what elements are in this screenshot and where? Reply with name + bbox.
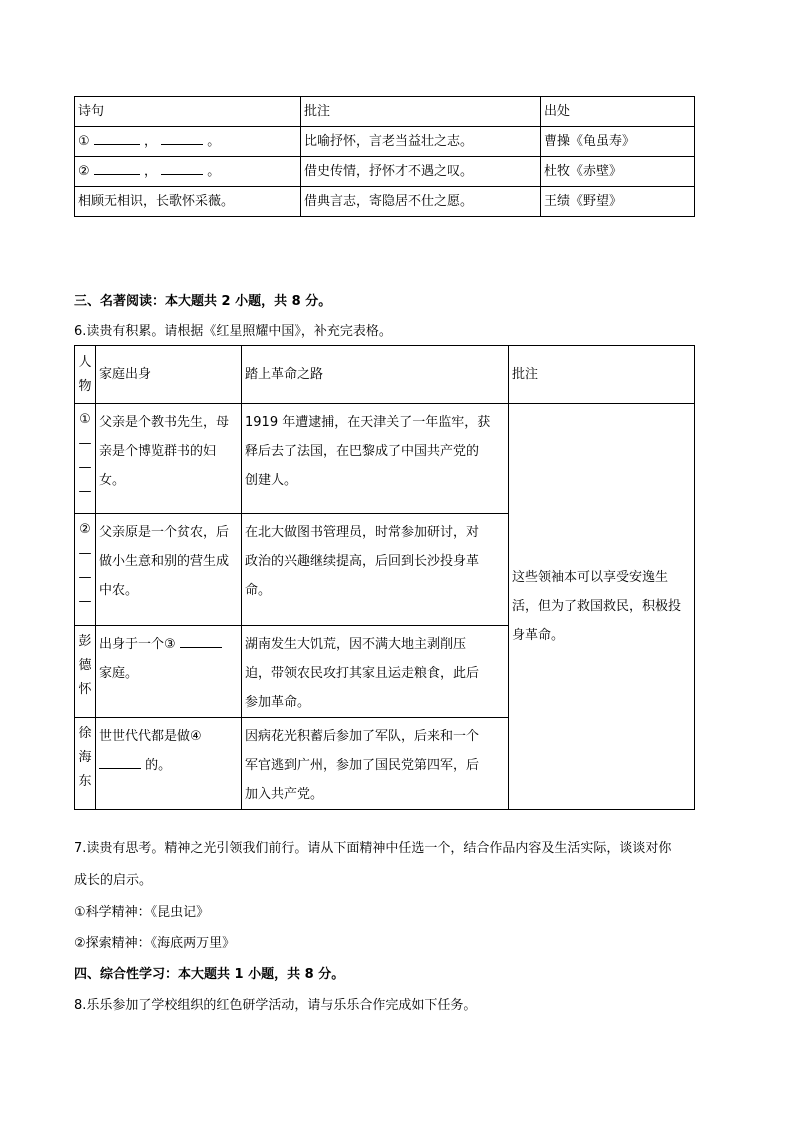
path-cell [242, 718, 509, 810]
figure-table [74, 345, 695, 810]
text-line: 父亲原是一个贫农，后 [99, 525, 230, 540]
family-cell [96, 404, 242, 514]
section-4-heading: 四、综合性学习：本大题共 1 小题，共 8 分。 [74, 967, 345, 982]
path-cell [242, 626, 509, 718]
answer-blank[interactable] [94, 131, 140, 145]
family-cell [96, 626, 242, 718]
text-line: 加入共产党。 [245, 787, 324, 802]
question-7-line-2: 成长的启示。 [74, 873, 153, 888]
text-line: 世世代代都是做④ [99, 729, 202, 744]
text-line: 1919 年遭逮捕，在天津关了一年监牢，获 [245, 415, 491, 430]
punctuation: ， [143, 164, 157, 179]
table-row [75, 157, 695, 187]
table-header-row [75, 97, 695, 127]
name-char: 怀 [78, 682, 92, 697]
header-cell [75, 346, 96, 404]
poem-blank-cell [75, 127, 301, 157]
table-row [75, 127, 695, 157]
text-line: 中农。 [99, 583, 139, 598]
text-line: 女。 [99, 473, 126, 488]
text-line: 身革命。 [512, 628, 565, 643]
answer-dash[interactable]: — [78, 460, 92, 475]
question-8: 8.乐乐参加了学校组织的红色研学活动，请与乐乐合作完成如下任务。 [74, 998, 477, 1013]
answer-dash[interactable]: — [78, 594, 92, 609]
answer-dash[interactable]: — [78, 484, 92, 499]
answer-blank[interactable] [180, 634, 222, 648]
text-line: 命。 [245, 583, 272, 598]
header-cell: 出处 [541, 97, 695, 127]
merged-note-cell [509, 404, 695, 810]
poem-table [74, 96, 695, 217]
text-line: 军官逃到广州，参加了国民党第四军，后 [245, 758, 480, 773]
text-line: 家庭。 [99, 666, 139, 681]
item-number: ② [78, 164, 90, 179]
header-cell: 踏上革命之路 [242, 346, 509, 404]
text-line: 创建人。 [245, 473, 298, 488]
header-cell: 批注 [301, 97, 541, 127]
answer-blank[interactable] [161, 131, 203, 145]
header-char: 人 [78, 354, 92, 370]
text-line [99, 751, 238, 780]
text-line: 在北大做图书管理员，时常参加研讨，对 [245, 525, 480, 540]
answer-dash[interactable]: — [78, 436, 92, 451]
poem-blank-cell [75, 157, 301, 187]
text-fragment: 的。 [145, 758, 172, 773]
answer-blank[interactable] [161, 161, 203, 175]
punctuation: ， [143, 134, 157, 149]
question-7-line-1: 7.读贵有思考。精神之光引领我们前行。请从下面精神中任选一个，结合作品内容及生活实际，谈谈对你 [74, 841, 672, 856]
source-cell: 曹操《龟虽寿》 [541, 127, 695, 157]
table-header-row [75, 346, 695, 404]
source-cell: 杜牧《赤壁》 [541, 157, 695, 187]
option-science-spirit: ①科学精神：《昆虫记》 [74, 905, 210, 920]
poem-cell: 相顾无相识，长歌怀采薇。 [75, 187, 301, 217]
text-line [99, 630, 238, 659]
table-row [75, 187, 695, 217]
header-char: 物 [78, 378, 92, 394]
item-number: ① [78, 134, 90, 149]
header-cell: 诗句 [75, 97, 301, 127]
answer-blank[interactable] [99, 755, 141, 769]
text-line: 这些领袖本可以享受安逸生 [512, 570, 669, 585]
text-line: 湖南发生大饥荒，因不满大地主剥削压 [245, 637, 467, 652]
family-cell [96, 718, 242, 810]
text-line: 亲是个博览群书的妇 [99, 444, 217, 459]
text-line: 活，但为了救国救民，积极投 [512, 599, 682, 614]
punctuation: 。 [207, 134, 221, 149]
question-6: 6.读贵有积累。请根据《红星照耀中国》，补充完表格。 [74, 324, 392, 339]
text-line: 政治的兴趣继续提高，后回到长沙投身革 [245, 554, 480, 569]
path-cell [242, 404, 509, 514]
name-char: 海 [78, 750, 92, 765]
name-cell [75, 404, 96, 514]
note-cell: 借典言志，寄隐居不仕之愿。 [301, 187, 541, 217]
text-line: 释后去了法国，在巴黎成了中国共产党的 [245, 444, 480, 459]
text-line: 父亲是个教书先生，母 [99, 415, 230, 430]
header-cell: 批注 [509, 346, 695, 404]
punctuation: 。 [207, 164, 221, 179]
text-fragment: 出身于一个③ [99, 637, 176, 652]
path-cell [242, 514, 509, 626]
name-cell [75, 514, 96, 626]
answer-dash[interactable]: — [78, 546, 92, 561]
text-line: 因病花光积蓄后参加了军队，后来和一个 [245, 729, 480, 744]
source-cell: 王绩《野望》 [541, 187, 695, 217]
name-char: 德 [78, 658, 92, 673]
note-cell: 比喻抒怀，言老当益壮之志。 [301, 127, 541, 157]
name-cell [75, 718, 96, 810]
answer-blank[interactable] [94, 161, 140, 175]
section-3-heading: 三、名著阅读：本大题共 2 小题，共 8 分。 [74, 294, 332, 309]
text-line: 迫，带领农民攻打其家且运走粮食，此后 [245, 666, 480, 681]
name-cell [75, 626, 96, 718]
name-char: 徐 [78, 726, 92, 741]
note-cell: 借史传情，抒怀才不遇之叹。 [301, 157, 541, 187]
table-row [75, 404, 695, 514]
item-number: ② [79, 522, 91, 537]
text-line: 做小生意和别的营生成 [99, 554, 230, 569]
item-number: ① [79, 412, 91, 427]
name-char: 东 [78, 774, 92, 789]
option-exploration-spirit: ②探索精神：《海底两万里》 [74, 936, 236, 951]
answer-dash[interactable]: — [78, 570, 92, 585]
text-line: 参加革命。 [245, 695, 311, 710]
name-char: 彭 [78, 634, 92, 649]
header-cell: 家庭出身 [96, 346, 242, 404]
family-cell [96, 514, 242, 626]
